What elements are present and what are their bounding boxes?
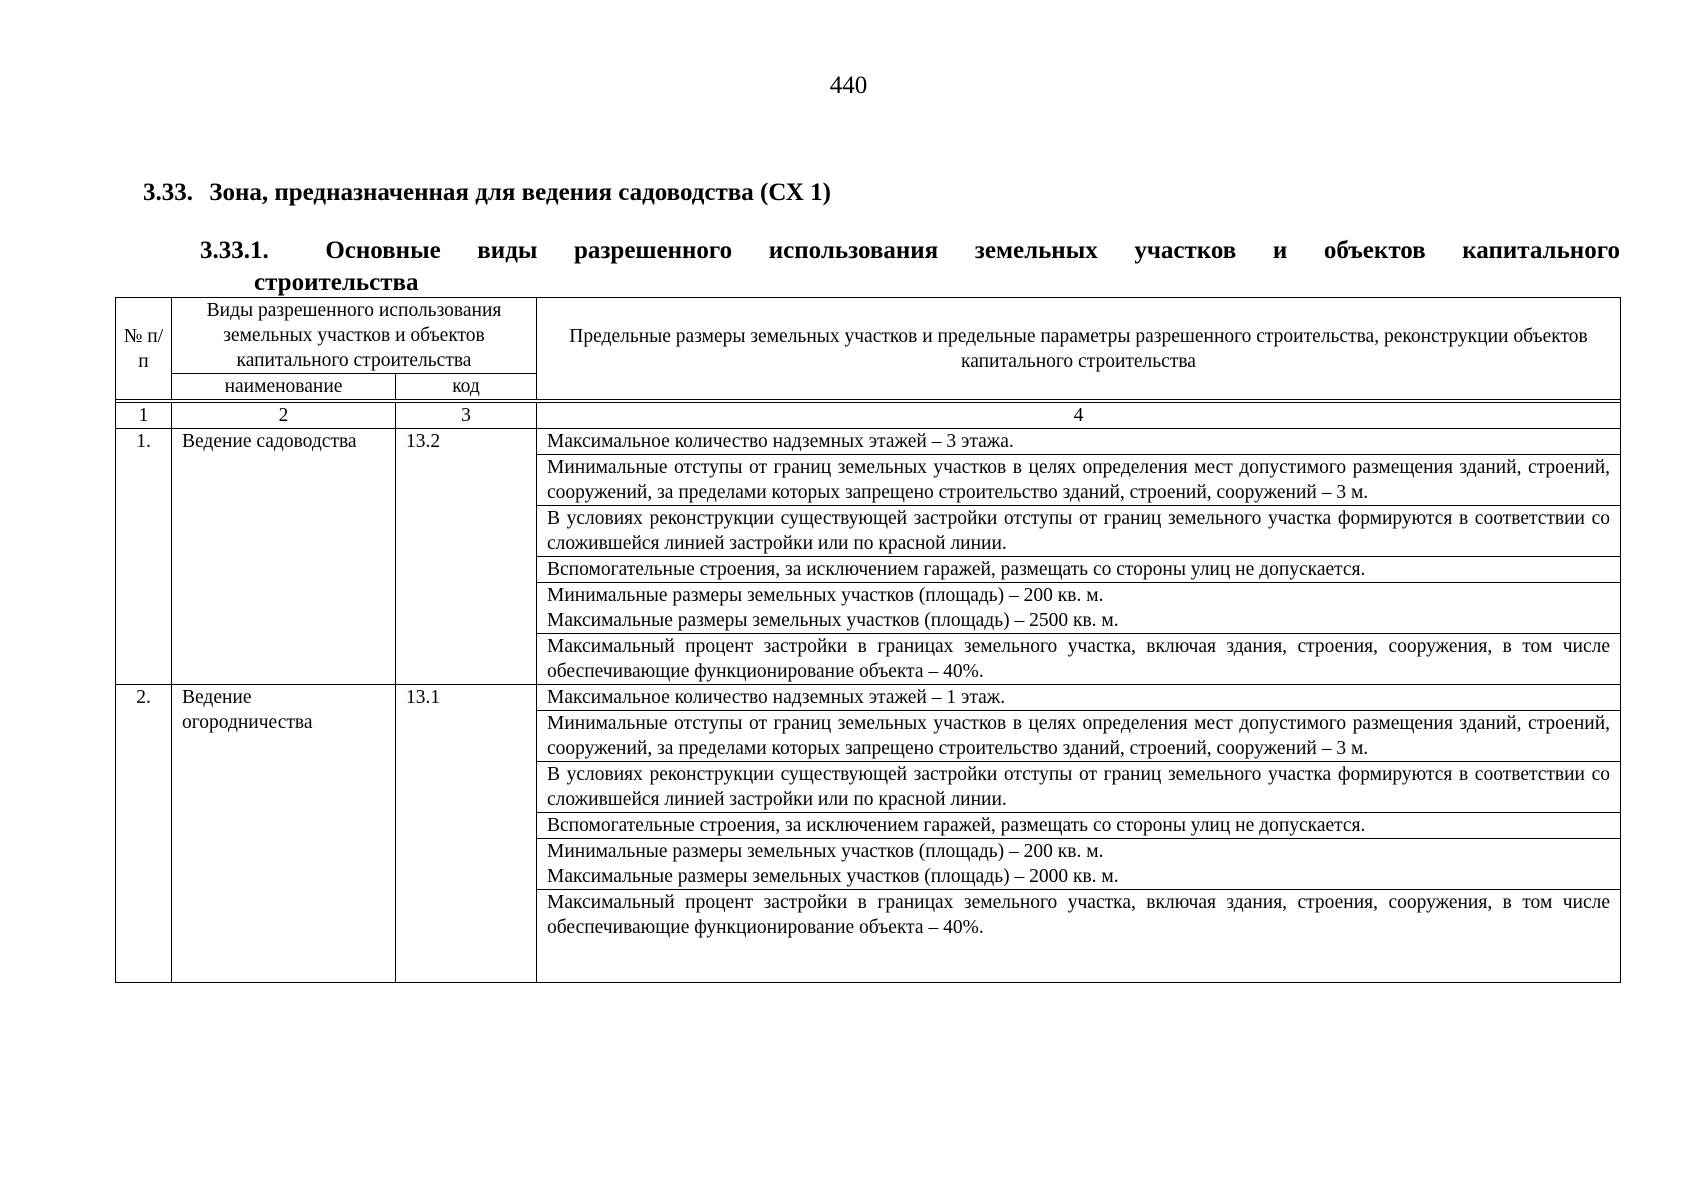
parameter-cell: Максимальный процент застройки в границах земельного участка, включая здания, строения, сооружения, в том числе обеспечивающие функционирование объекта – 40%. — [537, 634, 1621, 685]
section-number: 3.33. — [143, 179, 193, 206]
table-row — [116, 429, 1621, 455]
subsection-title-word: объектов — [1323, 237, 1426, 264]
table-header-row — [116, 298, 1621, 374]
header-name: наименование — [172, 374, 396, 400]
row-name: Ведение огородничества — [172, 685, 396, 983]
subsection-title-word: Основные — [325, 237, 441, 264]
subsection-title-word: использования — [768, 237, 939, 264]
column-number: 1 — [116, 403, 172, 429]
header-parameters: Предельные размеры земельных участков и предельные параметры разрешенного строительства, реконструкции объектов капитального строительства — [537, 298, 1621, 400]
row-name: Ведение садоводства — [172, 429, 396, 685]
header-use-types: Виды разрешенного использования земельных участков и объектов капитального строительства — [172, 298, 537, 374]
page-number: 440 — [829, 72, 868, 99]
subsection-title-word: виды — [477, 237, 538, 264]
section-title-text: Зона, предназначенная для ведения садоводства (СХ 1) — [209, 179, 831, 206]
header-number: № п/п — [116, 298, 172, 400]
parameter-cell: Вспомогательные строения, за исключением гаражей, размещать со стороны улиц не допускается. — [537, 557, 1621, 583]
column-numbers-row — [116, 403, 1621, 429]
subsection-number: 3.33.1. — [200, 237, 269, 264]
parameter-line: Максимальные размеры земельных участков (площадь) – 2000 кв. м. — [547, 866, 1119, 887]
land-use-table — [115, 297, 1621, 983]
parameter-cell — [537, 583, 1621, 634]
subsection-title-continuation: строительства — [254, 269, 419, 296]
parameter-cell: Максимальное количество надземных этажей – 1 этаж. — [537, 685, 1621, 711]
parameter-cell: В условиях реконструкции существующей застройки отступы от границ земельного участка формируются в соответствии со сложившейся линией застройки или по красной линии. — [537, 506, 1621, 557]
subsection-title-word: земельных — [974, 237, 1098, 264]
subsection-title — [200, 235, 1620, 299]
parameter-line: Максимальные размеры земельных участков (площадь) – 2500 кв. м. — [547, 610, 1119, 631]
parameter-line: Минимальные размеры земельных участков (площадь) – 200 кв. м. — [547, 841, 1104, 862]
subsection-title-word: разрешенного — [573, 237, 733, 264]
parameter-cell — [537, 839, 1621, 890]
parameter-cell: Минимальные отступы от границ земельных участков в целях определения мест допустимого размещения зданий, строений, сооружений, за пределами которых запрещено строительство зданий, строений, сооружений – 3 м. — [537, 455, 1621, 506]
parameter-line: Минимальные размеры земельных участков (площадь) – 200 кв. м. — [547, 585, 1104, 606]
table-row — [116, 685, 1621, 711]
column-number: 2 — [172, 403, 396, 429]
parameter-cell: Вспомогательные строения, за исключением гаражей, размещать со стороны улиц не допускается. — [537, 813, 1621, 839]
section-title — [143, 179, 831, 207]
subsection-title-line — [200, 235, 1620, 267]
parameter-cell: Максимальный процент застройки в границах земельного участка, включая здания, строения, сооружения, в том числе обеспечивающие функционирование объекта – 40%. — [537, 890, 1621, 983]
parameter-cell: Максимальное количество надземных этажей – 3 этажа. — [537, 429, 1621, 455]
row-number: 1. — [116, 429, 172, 685]
subsection-title-word: участков — [1134, 237, 1237, 264]
column-number: 4 — [537, 403, 1621, 429]
parameter-cell: Минимальные отступы от границ земельных участков в целях определения мест допустимого размещения зданий, строений, сооружений, за пределами которых запрещено строительство зданий, строений, сооружений – 3 м. — [537, 711, 1621, 762]
subsection-title-word: и — [1272, 237, 1288, 264]
header-code: код — [396, 374, 537, 400]
subsection-title-word: капитального — [1462, 237, 1620, 264]
parameter-cell: В условиях реконструкции существующей застройки отступы от границ земельного участка формируются в соответствии со сложившейся линией застройки или по красной линии. — [537, 762, 1621, 813]
column-number: 3 — [396, 403, 537, 429]
row-code: 13.1 — [396, 685, 537, 983]
row-number: 2. — [116, 685, 172, 983]
row-code: 13.2 — [396, 429, 537, 685]
